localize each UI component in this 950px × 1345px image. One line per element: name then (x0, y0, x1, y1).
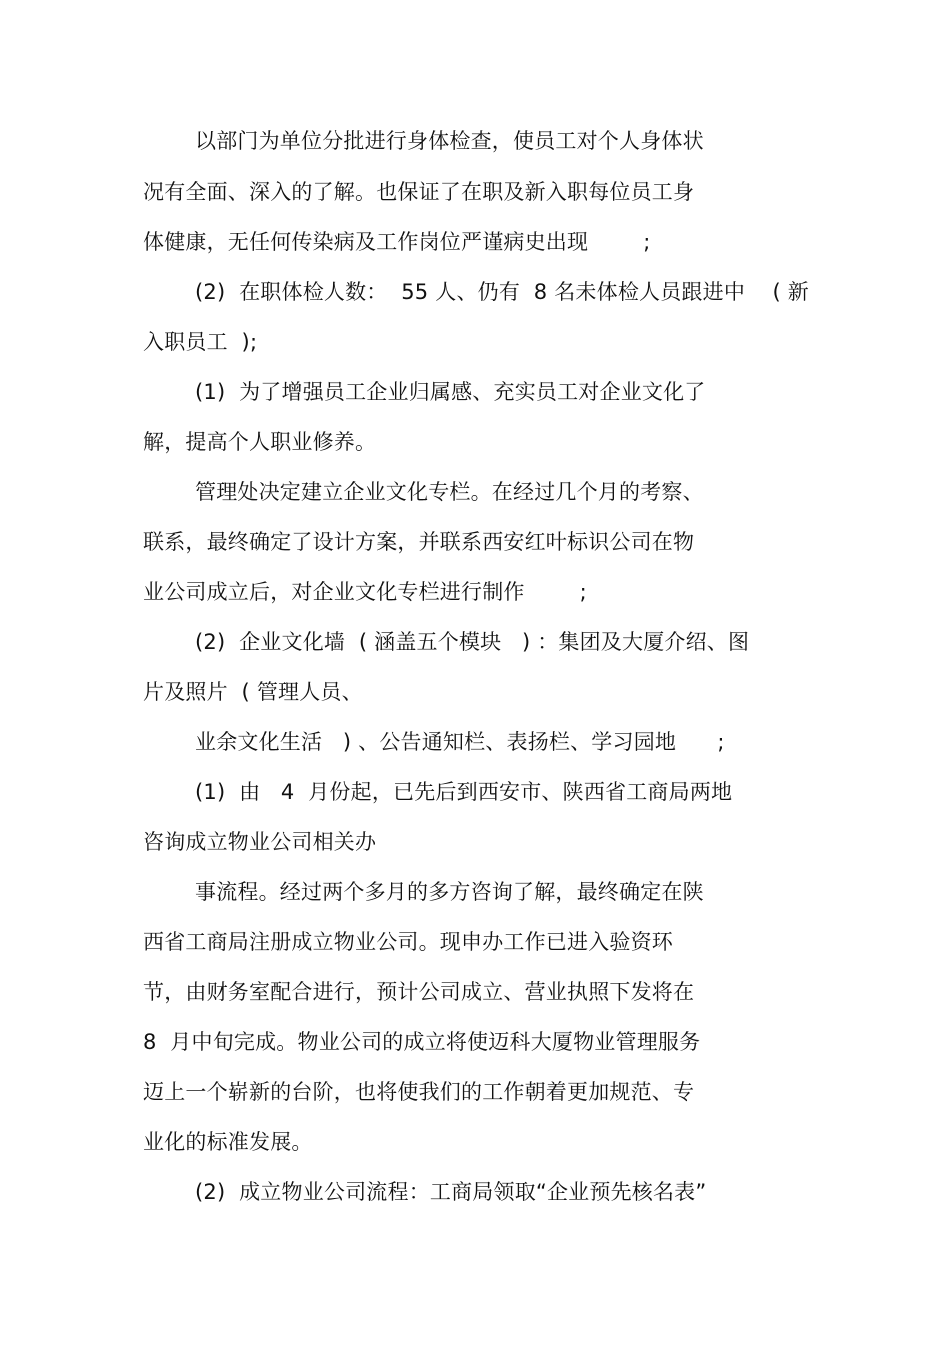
text-line: 况有全面、深入的了解。也保证了在职及新入职每位员工身 (143, 180, 695, 204)
text-line: 解，提高个人职业修养。 (143, 430, 377, 454)
text-line: 业公司成立后，对企业文化专栏进行制作 ; (143, 580, 587, 604)
text-line: 业化的标准发展。 (143, 1130, 313, 1154)
text-line: (2) 企业文化墙 ( 涵盖五个模块 ) ：集团及大厦介绍、图 (195, 630, 750, 654)
text-line: 以部门为单位分批进行身体检查，使员工对个人身体状 (195, 129, 704, 153)
text-line: 迈上一个崭新的台阶，也将使我们的工作朝着更加规范、专 (143, 1080, 695, 1104)
text-line: 咨询成立物业公司相关办 (143, 830, 377, 854)
text-line: (1) 为了增强员工企业归属感、充实员工对企业文化了 (195, 380, 706, 404)
text-line: 8 月中旬完成。物业公司的成立将使迈科大厦物业管理服务 (143, 1030, 701, 1054)
text-line: 西省工商局注册成立物业公司。现申办工作已进入验资环 (143, 930, 673, 954)
text-line: (2) 成立物业公司流程：工商局领取“企业预先核名表” (195, 1180, 707, 1204)
text-line: 入职员工 ); (143, 330, 258, 354)
text-line: (1) 由 4 月份起，已先后到西安市、陕西省工商局两地 (195, 780, 733, 804)
text-line: 联系，最终确定了设计方案，并联系西安红叶标识公司在物 (143, 530, 695, 554)
text-line: 业余文化生活 ) 、公告通知栏、表扬栏、学习园地 ; (195, 730, 725, 754)
text-line: 片及照片 ( 管理人员、 (143, 680, 363, 704)
text-line: 体健康，无任何传染病及工作岗位严谨病史出现 ; (143, 230, 651, 254)
text-line: 节，由财务室配合进行，预计公司成立、营业执照下发将在 (143, 980, 695, 1004)
text-line: (2) 在职体检人数： 55 人、仍有 8 名未体检人员跟进中 ( 新 (195, 280, 809, 304)
text-line: 管理处决定建立企业文化专栏。在经过几个月的考察、 (195, 480, 704, 504)
text-line: 事流程。经过两个多月的多方咨询了解，最终确定在陕 (195, 880, 704, 904)
